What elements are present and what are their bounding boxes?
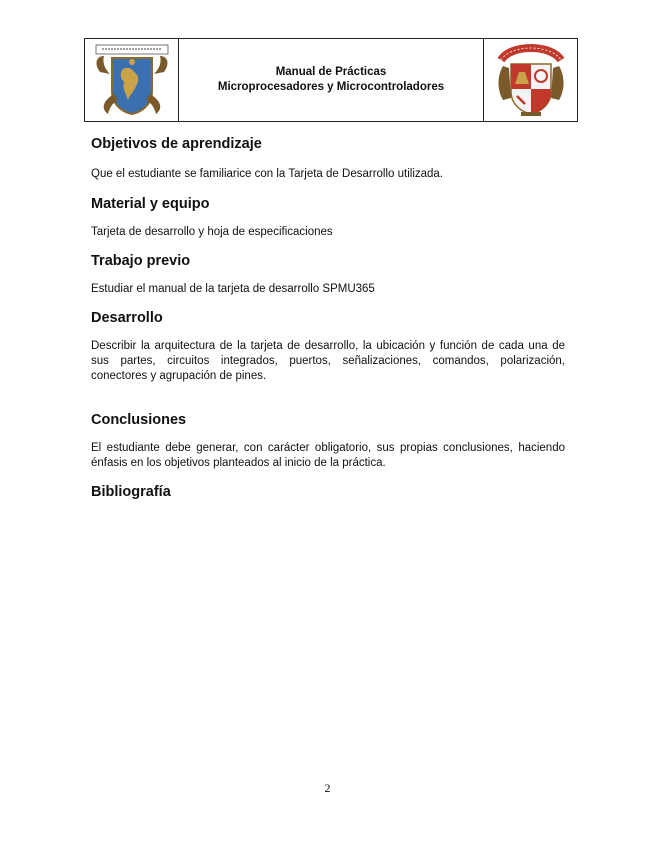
material-heading: Material y equipo [91,196,210,212]
header-title-line1: Manual de Prácticas [275,66,387,78]
ingenieria-shield-logo [491,42,571,118]
header-title [179,39,483,121]
trabajo-previo-text: Estudiar el manual de la tarjeta de desarrollo SPMU365 [91,283,375,295]
page-header [84,38,578,122]
unam-shield-logo [92,42,172,118]
right-logo-cell [483,39,577,121]
desarrollo-text: Describir la arquitectura de la tarjeta de desarrollo, la ubicación y función de cada una de sus partes, circuitos integrados, puertos, señalizaciones, comandos, polarización, conectores y agrupación de pines. [91,340,565,382]
page-number: 2 [324,781,331,795]
desarrollo-heading: Desarrollo [91,310,163,326]
page-content [91,134,565,502]
conclusiones-heading: Conclusiones [91,412,187,428]
trabajo-previo-heading: Trabajo previo [91,253,191,269]
left-logo-cell [85,39,179,121]
objetivos-text: Que el estudiante se familiarice con la Tarjeta de Desarrollo utilizada. [91,168,444,180]
bibliografia-heading: Bibliografía [91,484,171,500]
objetivos-heading: Objetivos de aprendizaje [91,136,262,152]
header-title-line2: Microprocesadores y Microcontroladores [217,81,445,93]
conclusiones-text: El estudiante debe generar, con carácter obligatorio, sus propias conclusiones, haciendo énfasis en los objetivos planteados al inicio de la práctica. [91,442,565,469]
material-text: Tarjeta de desarrollo y hoja de especificaciones [91,226,333,238]
